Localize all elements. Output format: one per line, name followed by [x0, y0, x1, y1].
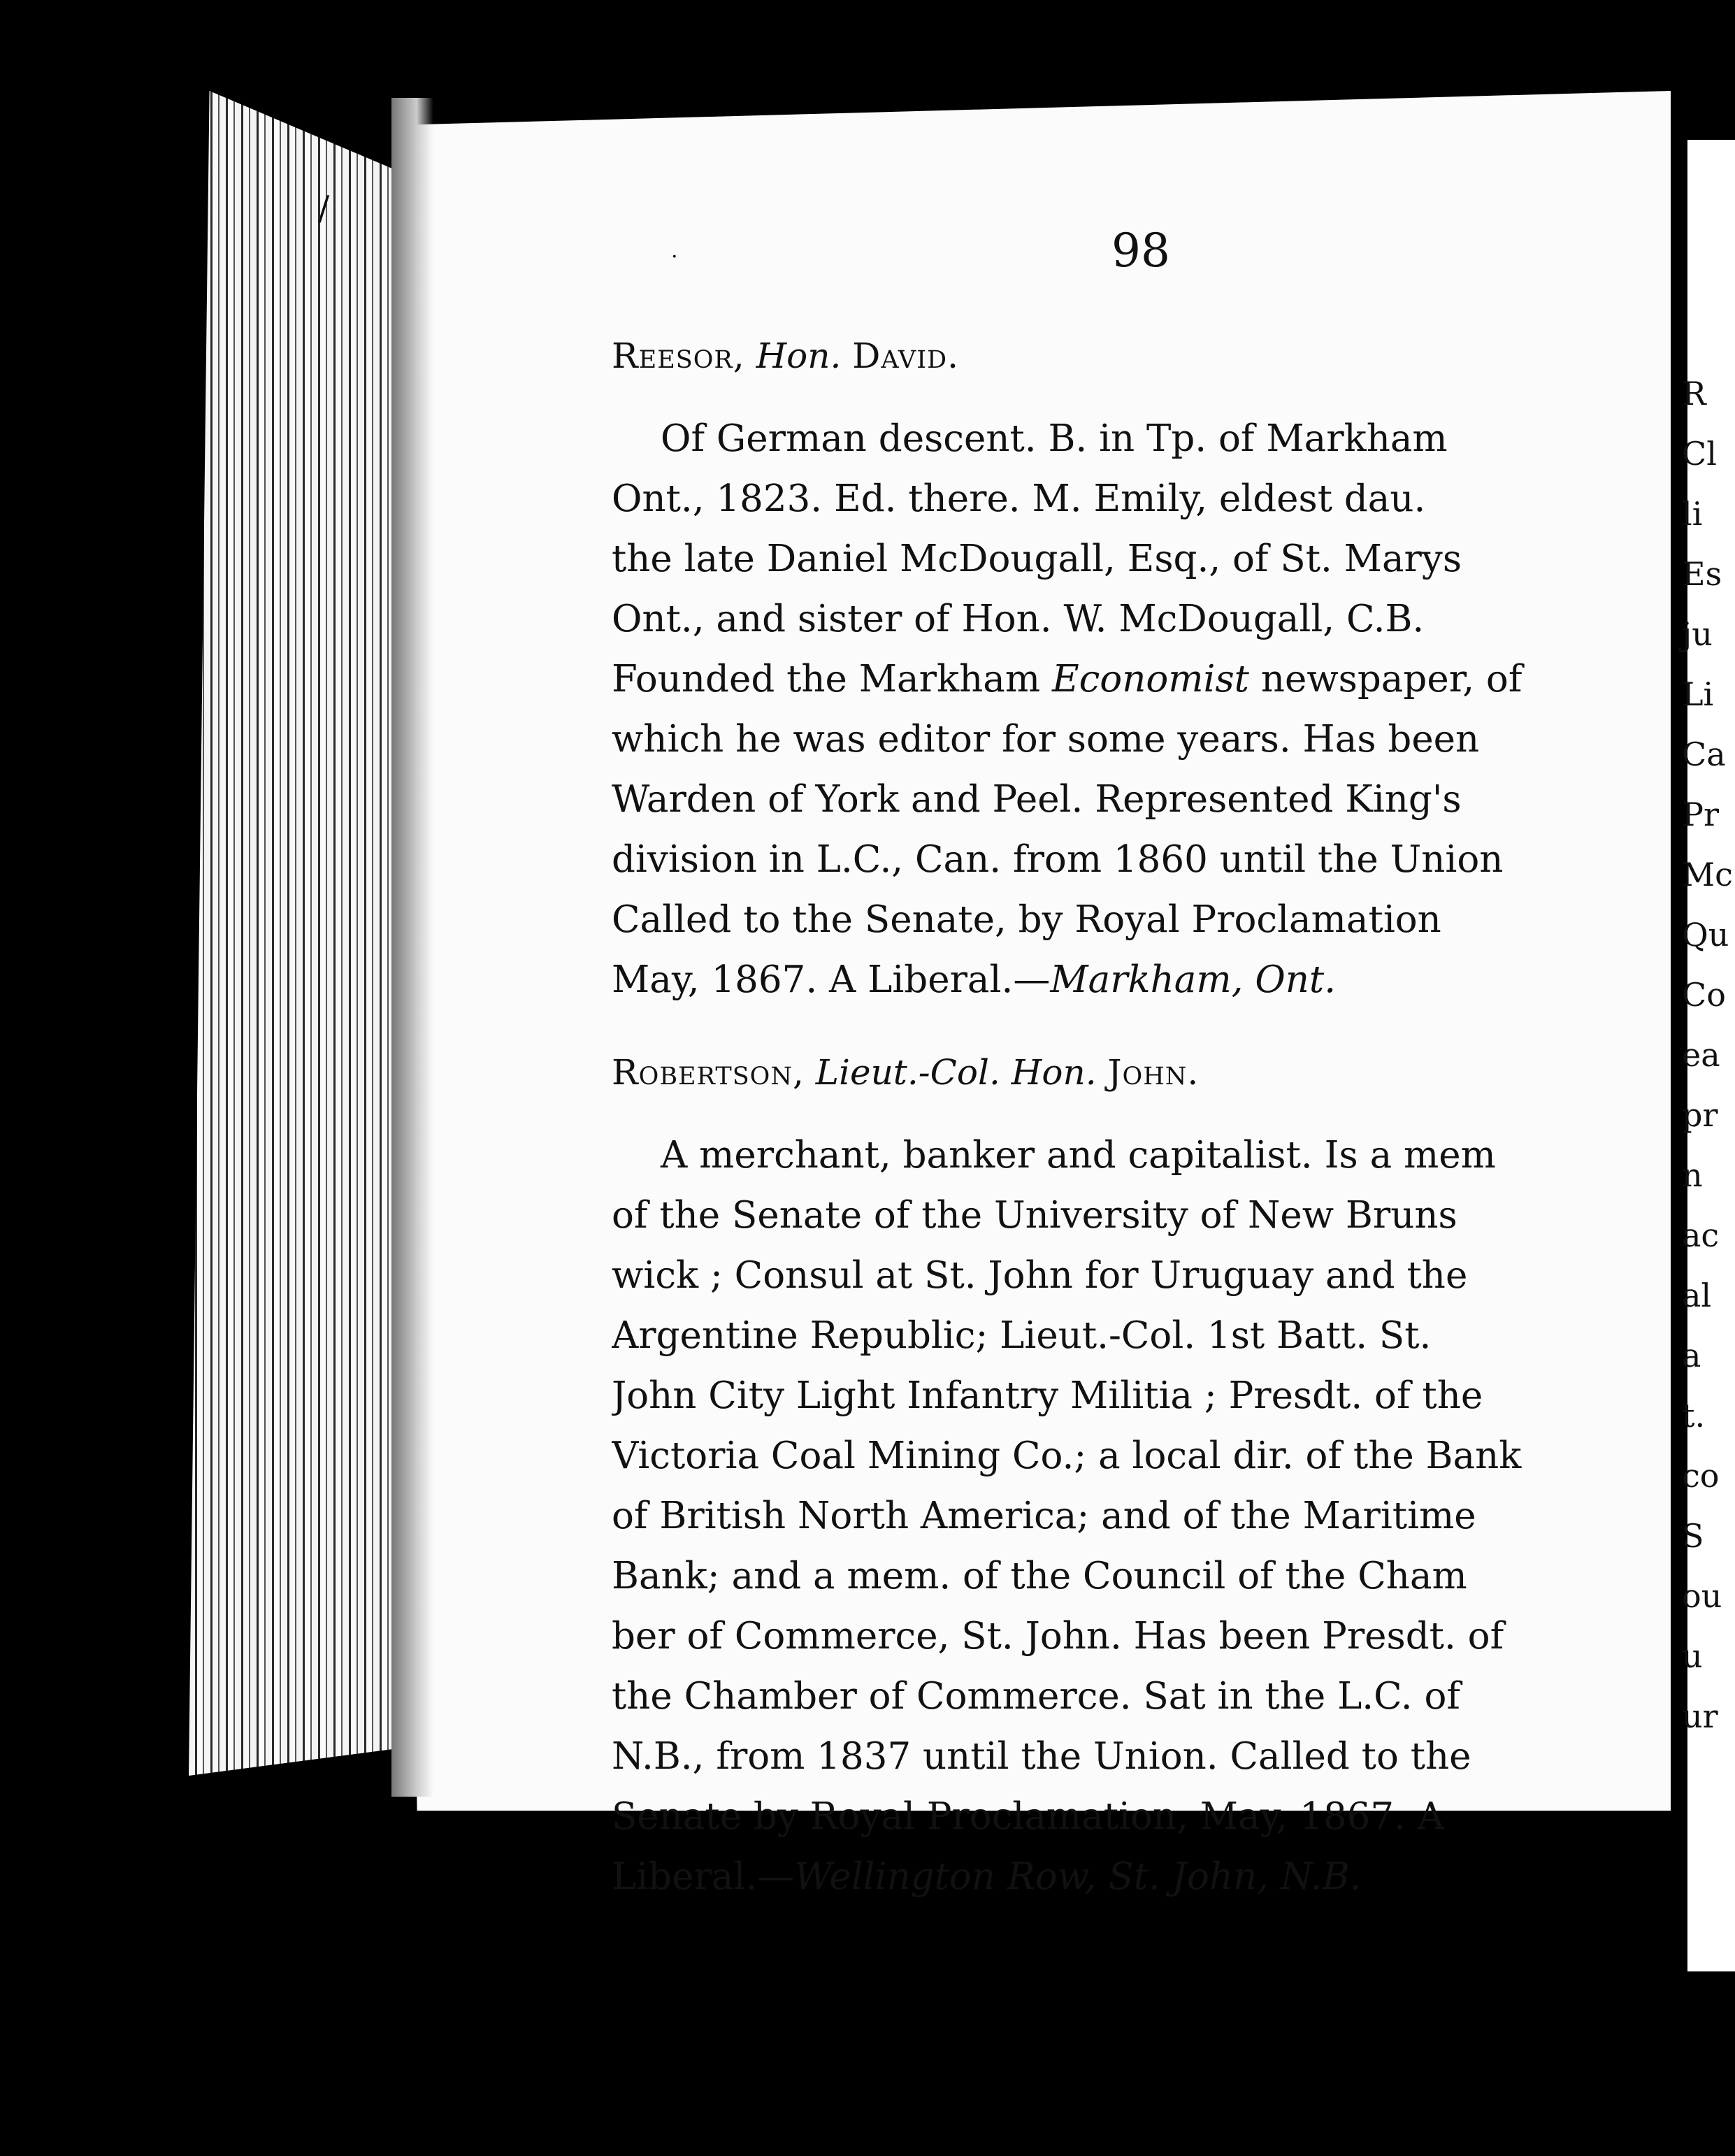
entry-title: Hon. [756, 336, 842, 376]
facing-fragment: pr [1682, 1096, 1718, 1134]
facing-fragment: ou [1682, 1577, 1722, 1615]
facing-fragment: Li [1682, 675, 1714, 713]
facing-fragment: al [1682, 1277, 1712, 1314]
facing-fragment: a [1682, 1337, 1701, 1374]
body-line: wick ; Consul at St. John for Uruguay and the [612, 1254, 1468, 1297]
entry-body-reesor [612, 409, 1618, 1010]
facing-fragment: ac [1682, 1216, 1720, 1254]
facing-fragment: ur [1682, 1697, 1718, 1735]
body-line: of British North America; and of the Maritime [612, 1495, 1476, 1537]
body-line: Bank; and a mem. of the Council of the Cham [612, 1555, 1467, 1597]
facing-fragment: u [1682, 1637, 1703, 1675]
body-line-newspaper [612, 649, 1618, 710]
body-line-start: May, 1867. A Liberal.— [612, 958, 1051, 1001]
entry-address: Wellington Row, St. John, N.B. [794, 1855, 1362, 1898]
entry-given-name: David. [852, 336, 959, 376]
entry-heading-reesor [612, 336, 959, 376]
entry-surname: Robertson, [612, 1052, 805, 1093]
body-line: Ont., and sister of Hon. W. McDougall, C.B. [612, 598, 1425, 640]
body-line-start: Liberal.— [612, 1855, 795, 1898]
body-line: Senate by Royal Proclamation, May, 1867. A [612, 1795, 1445, 1838]
body-line-address [612, 1847, 1618, 1907]
facing-fragment: R [1682, 375, 1706, 412]
body-line-tail: newspaper, of [1248, 658, 1522, 700]
body-line: ber of Commerce, St. John. Has been Presdt. of [612, 1615, 1504, 1658]
facing-fragment: t. [1682, 1397, 1706, 1435]
facing-fragment: Mc [1682, 856, 1733, 893]
facing-fragment: n [1682, 1156, 1703, 1194]
entry-heading-robertson [612, 1052, 1199, 1093]
body-line: division in L.C., Can. from 1860 until the Union [612, 838, 1504, 881]
body-line: A merchant, banker and capitalist. Is a mem [661, 1134, 1496, 1177]
entry-given-name: John. [1107, 1052, 1200, 1093]
facing-fragment: li [1682, 495, 1703, 533]
facing-fragment: ju [1682, 615, 1713, 653]
body-line: Ont., 1823. Ed. there. M. Emily, eldest dau. [612, 477, 1426, 520]
entry-body-robertson [612, 1126, 1618, 1907]
body-line-address [612, 950, 1618, 1010]
scan-mark: · [671, 245, 678, 269]
body-line: Warden of York and Peel. Represented King's [612, 778, 1462, 821]
facing-fragment: ea [1682, 1036, 1720, 1074]
page-number: 98 [1111, 224, 1170, 278]
facing-fragment: co [1682, 1457, 1720, 1495]
body-line-start: Founded the Markham [612, 658, 1041, 700]
entry-title: Lieut.-Col. Hon. [815, 1052, 1097, 1093]
entry-surname: Reesor, [612, 336, 745, 376]
scan-mark: / [318, 189, 330, 228]
body-line: N.B., from 1837 until the Union. Called to the [612, 1735, 1471, 1778]
facing-fragment: Co [1682, 976, 1726, 1014]
body-line: Argentine Republic; Lieut.-Col. 1st Batt. St. [612, 1314, 1432, 1357]
newspaper-name: Economist [1051, 658, 1249, 700]
body-line: the Chamber of Commerce. Sat in the L.C. of [612, 1675, 1461, 1718]
facing-fragment: S [1682, 1517, 1704, 1555]
body-line: Called to the Senate, by Royal Proclamation [612, 898, 1441, 941]
facing-fragment: Pr [1682, 796, 1719, 833]
facing-fragment: Qu [1682, 916, 1729, 954]
body-line: Victoria Coal Mining Co.; a local dir. of the Bank [612, 1435, 1522, 1477]
facing-fragment: Ca [1682, 735, 1726, 773]
facing-page-text [1678, 364, 1735, 1746]
body-line: which he was editor for some years. Has been [612, 718, 1480, 761]
facing-fragment: Es [1682, 555, 1722, 593]
entry-address: Markham, Ont. [1050, 958, 1337, 1001]
body-line: the late Daniel McDougall, Esq., of St. Marys [612, 538, 1462, 580]
body-line: Of German descent. B. in Tp. of Markham [661, 417, 1448, 460]
gutter-shadow [391, 98, 433, 1797]
body-line: John City Light Infantry Militia ; Presdt. of the [612, 1374, 1483, 1417]
body-line: of the Senate of the University of New Bruns [612, 1194, 1457, 1237]
facing-fragment: Cl [1682, 435, 1717, 473]
